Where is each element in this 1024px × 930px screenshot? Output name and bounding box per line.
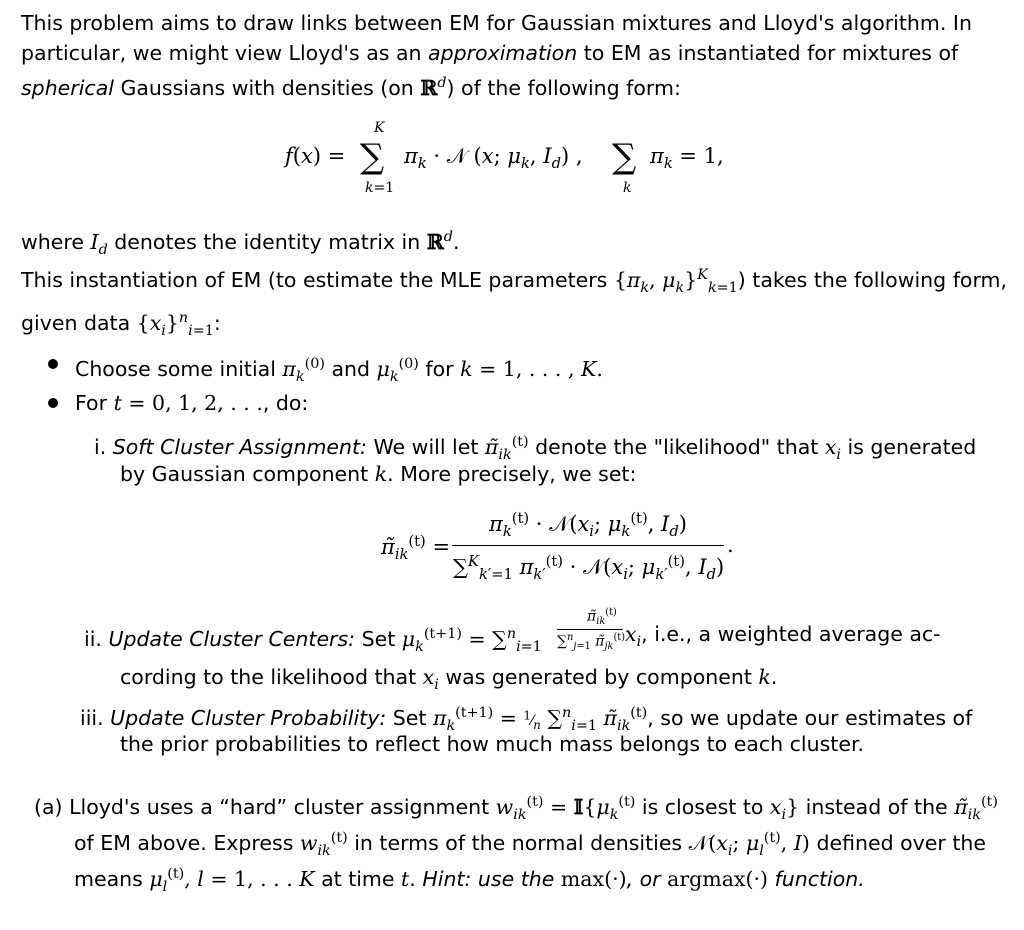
pi-k-0: $\pi_k^{(0)}$ (282, 356, 325, 385)
mu-k-t1: $\mu_k^{(t+1)}$ (401, 626, 462, 655)
sum-symbol: ∑ (360, 137, 385, 177)
loop-text-a: For (75, 391, 114, 415)
x-i: $x_i$ (824, 434, 841, 463)
step-ii-text-2b: was generated by component (438, 665, 759, 689)
centers-numerator: $\pĩ_{ik}^{(t)}$ (587, 607, 617, 627)
component-k-2: k (758, 665, 771, 689)
step-iii-text-2: the prior probabilities to reflect how much mass belongs to each cluster. (120, 732, 865, 756)
normal-density: $𝒩(x_i$; $\mu_l^{(t)}$, I) (688, 830, 810, 859)
sum-symbol-weights: ∑ (612, 137, 637, 177)
k-range: k = 1, . . . , K. (460, 356, 603, 381)
part-a-line-3 (74, 859, 865, 902)
em-text-1a: This instantiation of EM (to estimate the MLE parameters (21, 267, 614, 292)
part-a-text-2c: defined over the (809, 830, 986, 855)
intro-text-3a: Gaussians with densities (on (113, 75, 421, 100)
step-ii-text-2c: . (770, 665, 778, 689)
sum-i-2: ∑$^n_{i=1}$ (547, 705, 597, 734)
data-set: $\{x_i\}^n_{i=1}$ (136, 309, 214, 339)
x-i-3: $x_i$ (422, 665, 439, 694)
sum-i: ∑$^n_{i=1}$ (492, 626, 542, 655)
part-a-text-1a: Lloyd's uses a “hard” cluster assignment (69, 794, 496, 819)
part-a-text-1b: is closest to (635, 794, 770, 819)
max-fn: max(·) (560, 866, 627, 891)
param-set: {$\pi_k$, $\mu_k\}^K_{k=1}$ (613, 267, 738, 296)
part-a-label: (a) (34, 794, 63, 819)
step-ii-line-1: ii. Update Cluster Centers: Set $\mu_k^{(t+1)} = \sum^n_{i=1}$ (84, 626, 542, 655)
t-range: t = 0, 1, 2, . . . (113, 391, 263, 415)
intro-paragraph (21, 8, 996, 103)
part-a-text-2a: of EM above. Express (74, 830, 300, 855)
step-ii-text-2a: cording to the likelihood that (120, 665, 423, 689)
soft-fraction-bar (452, 545, 724, 546)
step-i-title: Soft Cluster Assignment: (112, 434, 367, 459)
identity-text-b: denotes the identity matrix in (107, 229, 427, 254)
mu-k-0: $\mu_k^{(0)}$ (376, 356, 419, 385)
step-iii-line-2 (120, 729, 864, 759)
soft-numerator: $\pi_k^{(t)}$ · $𝒩(x_i$; $\mu_k^{(t)}$, $I_d$) (489, 510, 687, 541)
w-ik-t: $w_{ik}^{(t)}$ (495, 794, 544, 823)
step-i-text-2b: . More precisely, we set: (387, 462, 637, 486)
part-a-text-3c: . (409, 866, 423, 891)
dim-d-2: d (443, 229, 453, 245)
step-i-numeral: i. (94, 434, 107, 459)
identity-sentence: where $I_d$ denotes the identity matrix in ℝ$^d$. (21, 229, 460, 258)
sum-upper-K: K (374, 120, 385, 136)
intro-text-2a: particular, we might view Lloyd's as an (21, 41, 429, 65)
pi-tilde-lhs: $\pĩ_{ik}^{(t)}$ = (381, 533, 451, 564)
component-k: k (374, 462, 388, 486)
identity-symbol: $I_d$ (90, 229, 108, 258)
means-range: $\mu_l^{(t)}$, l = 1, . . . K (149, 866, 315, 895)
intro-line-2 (21, 38, 996, 68)
time-t: t (401, 866, 410, 891)
hint-text-c: function. (768, 866, 865, 891)
em-sentence: This instantiation of EM (to estimate the MLE parameters {$\pi_k$, $\mu_k\}^K_{k=1}$) takes the following form, given data $\{x_i\}^n_{i=1}$: (21, 267, 1008, 339)
mixture-terms: $\pi_k$ · 𝒩 (x; $\mu_k$, $I_d$) , (404, 144, 583, 173)
step-i-text-b: denote the "likelihood" that (528, 434, 825, 459)
step-iii-numeral: iii. (80, 705, 104, 730)
intro-emphasis-approximation: approximation (428, 41, 578, 65)
part-a-text-3a: means (74, 866, 150, 891)
step-iii-line-1: iii. Update Cluster Probability: Set $\pi_k^{(t+1)}$ = $^1⁄_n$ ∑$^n_{i=1}$ $\pĩ_{ik}^{(t)}$, so we update our estimates of (80, 705, 973, 734)
intro-line-1 (21, 8, 996, 38)
intro-line-3 (21, 68, 996, 103)
reals-symbol: ℝ (420, 75, 438, 100)
bullet-2 (48, 398, 58, 408)
em-text-2a: given data (21, 310, 137, 335)
centers-denominator: ∑$^n_{j=1}$ $\pĩ_{jk}^{(t)}$ (557, 632, 626, 652)
bullet-1 (48, 359, 58, 369)
init-text-a: Choose some initial (75, 356, 283, 381)
sum-lower-k: k (623, 180, 632, 196)
soft-period: . (727, 533, 734, 557)
intro-text-3b: ) of the following form: (446, 75, 681, 100)
weights-sum-one: $\pi_k = 1$, (650, 144, 724, 173)
argmax-fn: argmax(·) (667, 866, 769, 891)
step-ii-line-2 (120, 662, 777, 700)
hint-text-b: , or (626, 866, 668, 891)
step-ii-text-a: Set (355, 626, 402, 651)
step-iii-text-b: , so we update our estimates of (647, 705, 973, 730)
pi-tilde-ik-t-2: $\pĩ_{ik}^{(t)}$ (603, 705, 648, 734)
identity-text-a: where (21, 229, 91, 254)
w-ik-t-2: $w_{ik}^{(t)}$ (299, 830, 348, 859)
loop-step (75, 388, 308, 418)
step-ii-title: Update Cluster Centers: (108, 626, 356, 651)
sum-lower-k1: k=1 (365, 180, 395, 196)
init-text-b: and (324, 356, 377, 381)
step-ii-line-1-tail (625, 619, 941, 657)
one-over-n: $^1⁄_n$ (523, 708, 541, 732)
part-a-text-1c: instead of the (799, 794, 955, 819)
em-text-1b: ) takes the following form, (737, 267, 1008, 292)
part-a-line-1: (a) Lloyd's uses a “hard” cluster assignment $w_{ik}^{(t)}$ = $𝕀\{\mu_k^{(t)}$ is closest to $x_i$} instead of the $\pĩ_{ik}^{(t)}$ (34, 794, 998, 823)
init-text-c: for (418, 356, 461, 381)
step-iii-title: Update Cluster Probability: (110, 705, 387, 730)
soft-denominator: ∑$^K_{k'=1}$ $\pi_{k'}^{(t)}$ · $𝒩(x_i$; $\mu_{k'}^{(t)}$, $I_d$) (453, 553, 725, 584)
init-step (75, 349, 603, 392)
hint-text-a: Hint: use the (422, 866, 561, 891)
intro-emphasis-spherical: spherical (21, 75, 114, 100)
step-ii-numeral: ii. (84, 626, 102, 651)
intro-text-2b: to EM as instantiated for mixtures of (577, 41, 959, 65)
step-i-text-a: We will let (366, 434, 485, 459)
indicator-symbol: 𝕀 (573, 794, 584, 819)
pi-tilde-ik-t: $\pĩ_{ik}^{(t)}$ (484, 434, 529, 463)
pi-k-t1: $\pi_k^{(t+1)}$ (432, 705, 494, 734)
intro-text-1: This problem aims to draw links between EM for Gaussian mixtures and Lloyd's algorithm. In (21, 11, 972, 35)
part-a-text-2b: in terms of the normal densities (347, 830, 689, 855)
f-of-x: f(x) = (285, 144, 346, 168)
step-i-text-c: is generated (840, 434, 977, 459)
centers-fraction-bar (557, 629, 623, 630)
part-a-text-3b: at time (314, 866, 402, 891)
step-i-line-2 (120, 459, 636, 489)
dim-d: d (437, 75, 447, 91)
loop-text-b: , do: (262, 391, 309, 415)
reals-symbol-2: ℝ (426, 229, 444, 254)
step-iii-text-a: Set (386, 705, 433, 730)
step-i-text-2a: by Gaussian component (120, 462, 375, 486)
x-i-2: $x_i$ (625, 622, 642, 651)
step-ii-text-b: , i.e., a weighted average ac- (641, 622, 941, 646)
